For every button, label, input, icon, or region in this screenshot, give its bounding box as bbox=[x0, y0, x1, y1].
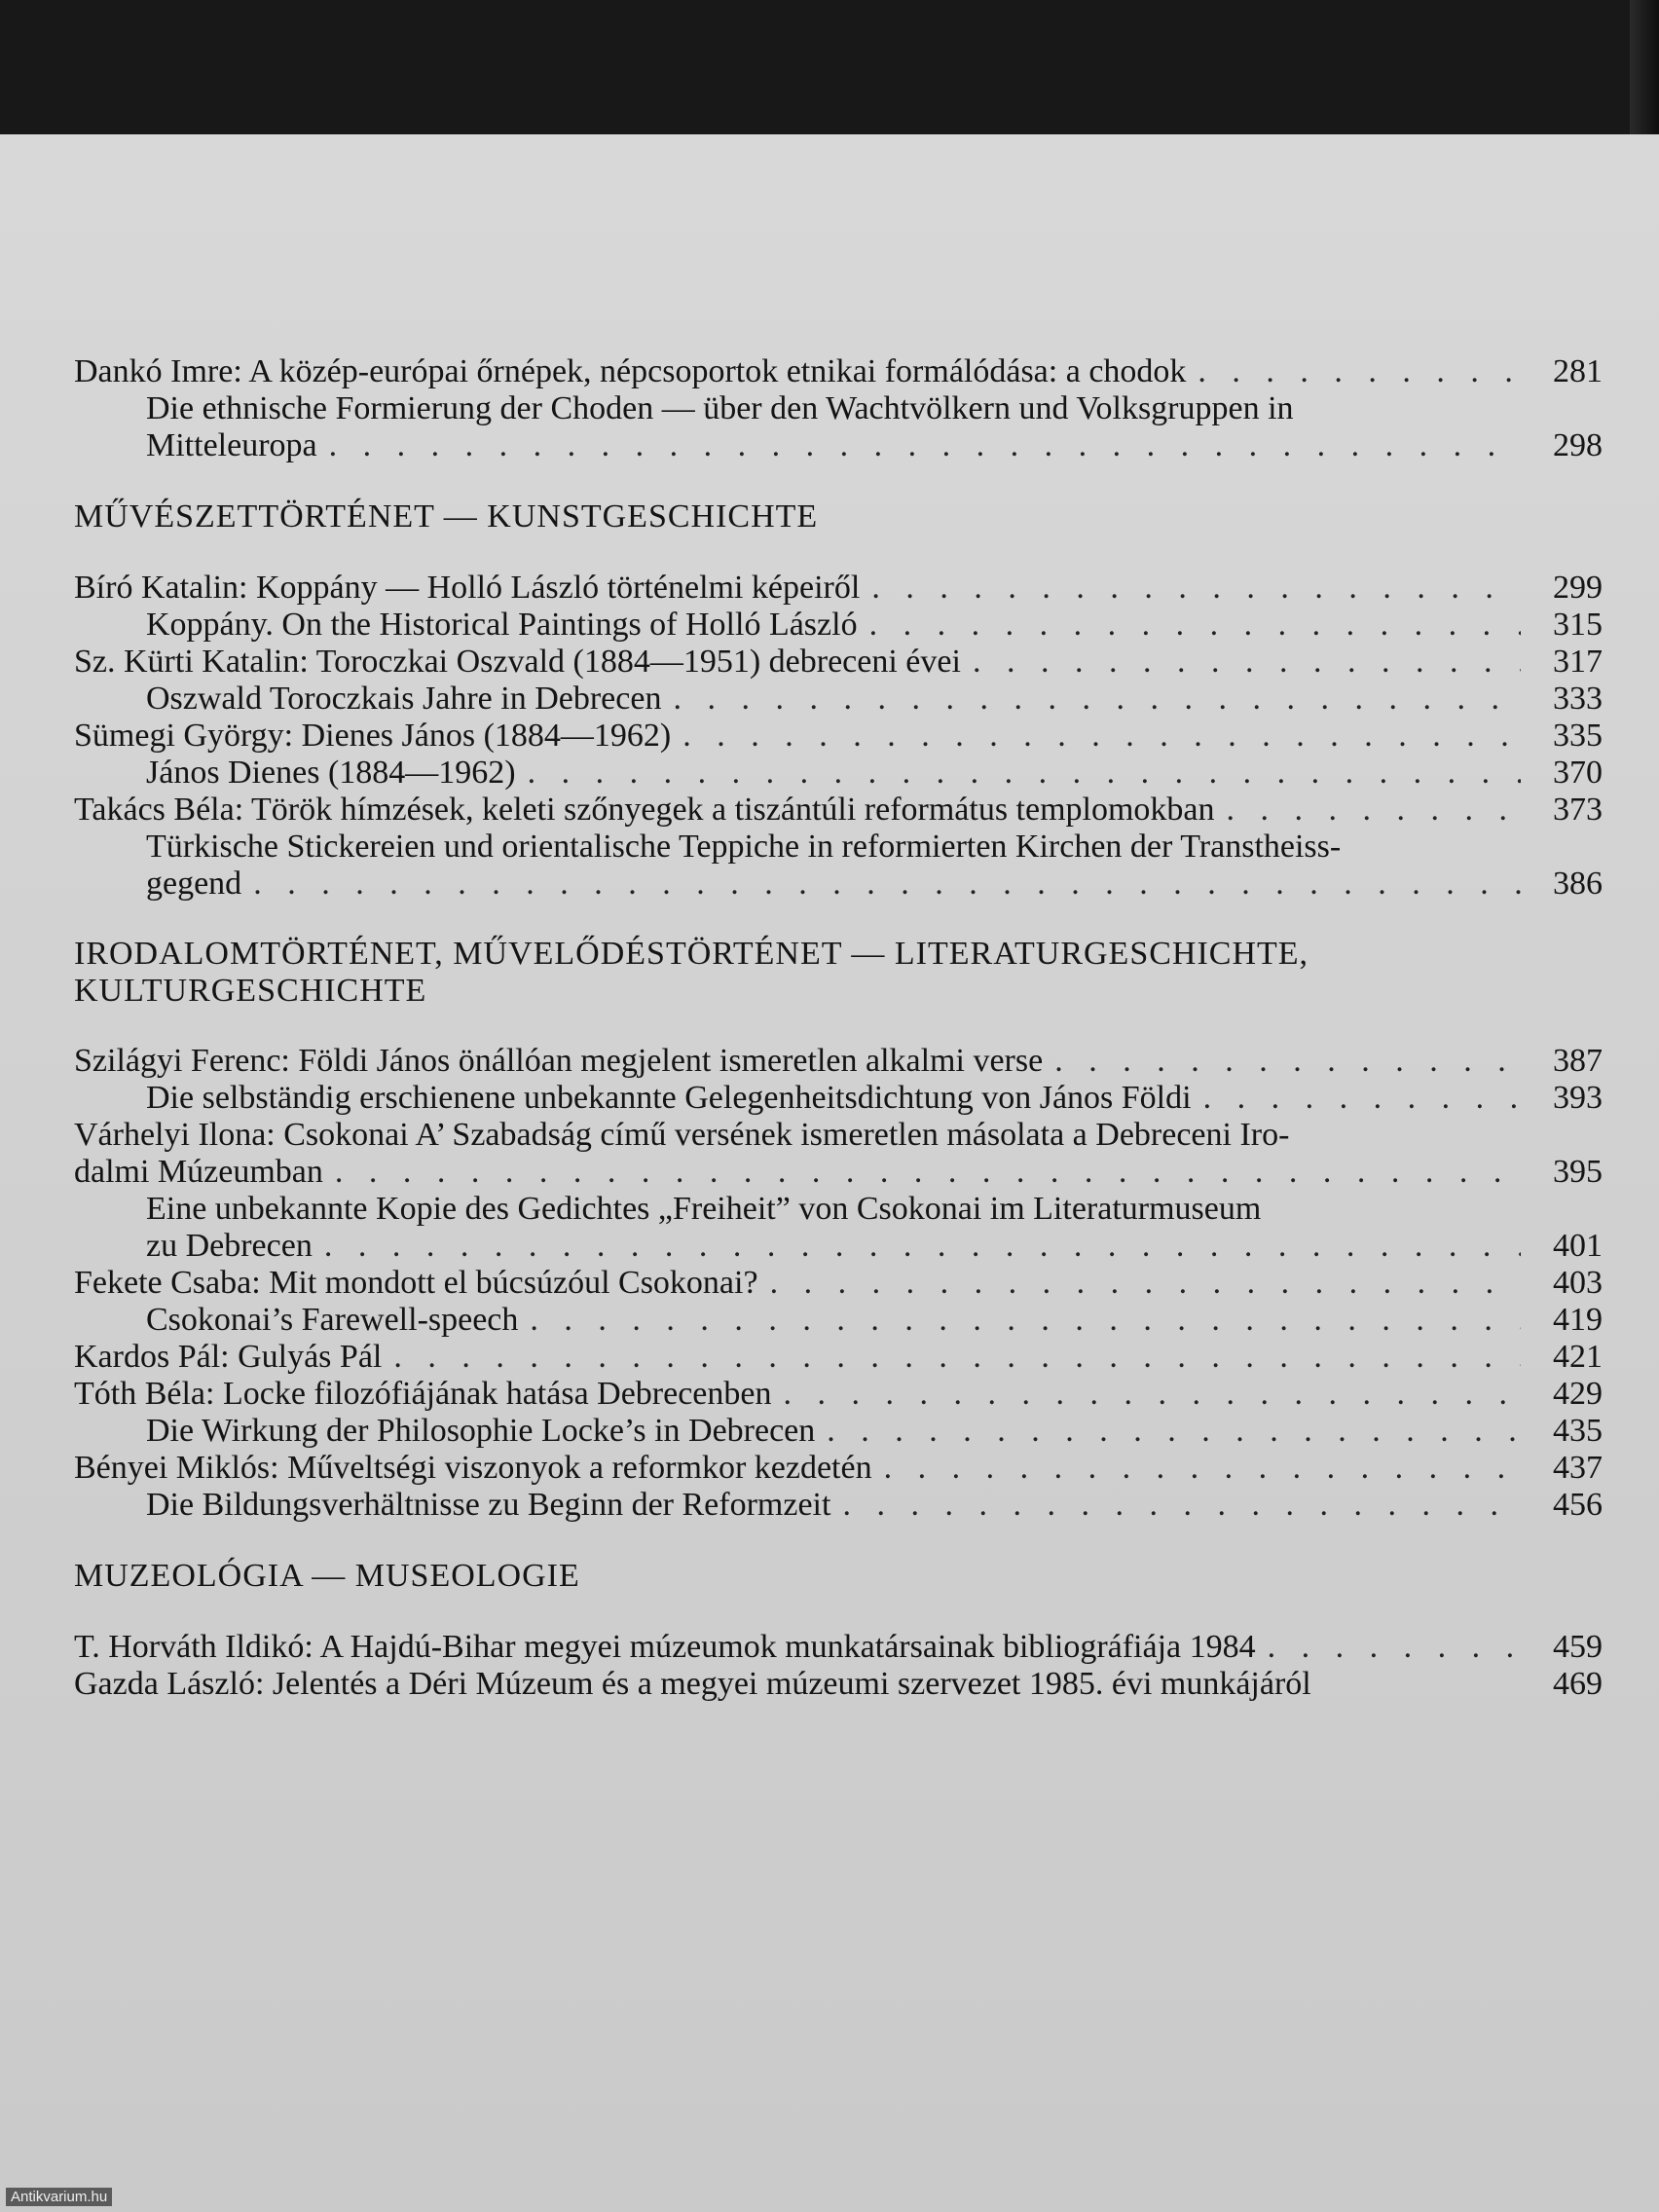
toc-entry bbox=[74, 1154, 1603, 1191]
dot-leader bbox=[770, 1265, 1521, 1302]
toc-entry bbox=[74, 829, 1603, 866]
toc-entry bbox=[74, 607, 1603, 644]
toc-entry-title: Sz. Kürti Katalin: Toroczkai Oszvald (1884—1951) debreceni évei bbox=[74, 644, 961, 680]
toc-entry bbox=[74, 1117, 1603, 1154]
page-number: 335 bbox=[1553, 718, 1603, 754]
toc-entry-title: Türkische Stickereien und orientalische Teppiche in reformierten Kirchen der Transtheiss- bbox=[146, 829, 1342, 865]
toc-entry bbox=[74, 1080, 1603, 1117]
toc-entry bbox=[74, 353, 1603, 390]
dot-leader bbox=[827, 1413, 1521, 1450]
toc-entry-title: Oszwald Toroczkais Jahre in Debrecen bbox=[146, 681, 662, 717]
page-number: 373 bbox=[1553, 792, 1603, 828]
toc-entry bbox=[74, 1302, 1603, 1339]
dot-leader bbox=[871, 570, 1521, 607]
section-heading-museologie: MUZEOLÓGIA — MUSEOLOGIE bbox=[74, 1558, 580, 1594]
toc-entry bbox=[74, 1666, 1603, 1703]
table-of-contents bbox=[74, 353, 1603, 1703]
toc-entry bbox=[74, 681, 1603, 718]
toc-block-2 bbox=[74, 570, 1603, 903]
dot-leader bbox=[784, 1376, 1522, 1413]
dot-leader bbox=[973, 644, 1521, 681]
toc-entry bbox=[74, 1413, 1603, 1450]
page-number: 387 bbox=[1553, 1043, 1603, 1079]
toc-entry-title: T. Horváth Ildikó: A Hajdú-Bihar megyei múzeumok munkatársainak bibliográfiája 1984 bbox=[74, 1629, 1256, 1665]
dot-leader bbox=[393, 1339, 1521, 1376]
toc-entry-title: Takács Béla: Török hímzések, keleti szőnyegek a tiszántúli református templomokban bbox=[74, 792, 1215, 828]
section-heading-line-1: IRODALOMTÖRTÉNET, MŰVELŐDÉSTÖRTÉNET — LITERATURGESCHICHTE, bbox=[74, 936, 1309, 972]
dot-leader bbox=[528, 755, 1521, 792]
page-number: 419 bbox=[1553, 1302, 1603, 1338]
page-number: 298 bbox=[1553, 427, 1603, 463]
toc-entry-title: dalmi Múzeumban bbox=[74, 1154, 323, 1190]
toc-entry-title: Eine unbekannte Kopie des Gedichtes „Freiheit” von Csokonai im Literaturmuseum bbox=[146, 1191, 1262, 1227]
toc-entry-title: Bíró Katalin: Koppány — Holló László történelmi képeiről bbox=[74, 570, 861, 606]
toc-entry-title: Dankó Imre: A közép-európai őrnépek, népcsoportok etnikai formálódása: a chodok bbox=[74, 353, 1187, 389]
dot-leader bbox=[1054, 1043, 1521, 1080]
book-page bbox=[0, 134, 1659, 2212]
toc-entry bbox=[74, 1629, 1603, 1666]
toc-entry-title: János Dienes (1884—1962) bbox=[146, 755, 516, 791]
toc-entry bbox=[74, 1265, 1603, 1302]
toc-entry bbox=[74, 1450, 1603, 1487]
page-number: 393 bbox=[1553, 1080, 1603, 1116]
toc-entry bbox=[74, 1487, 1603, 1524]
page-number: 370 bbox=[1553, 755, 1603, 791]
toc-entry bbox=[74, 1191, 1603, 1228]
page-number: 386 bbox=[1553, 866, 1603, 902]
section-heading-line-2: KULTURGESCHICHTE bbox=[74, 973, 427, 1009]
toc-entry-title: Sümegi György: Dienes János (1884—1962) bbox=[74, 718, 672, 754]
dot-leader bbox=[842, 1487, 1521, 1524]
page-number: 333 bbox=[1553, 681, 1603, 717]
toc-entry-title: Koppány. On the Historical Paintings of Holló László bbox=[146, 607, 858, 643]
page-number: 437 bbox=[1553, 1450, 1603, 1486]
page-number: 299 bbox=[1553, 570, 1603, 606]
toc-entry bbox=[74, 427, 1603, 464]
toc-entry bbox=[74, 755, 1603, 792]
toc-entry bbox=[74, 1376, 1603, 1413]
toc-entry-title: Kardos Pál: Gulyás Pál bbox=[74, 1339, 383, 1375]
dot-leader bbox=[673, 681, 1521, 718]
toc-entry-title: Szilágyi Ferenc: Földi János önállóan megjelent ismeretlen alkalmi verse bbox=[74, 1043, 1044, 1079]
dot-leader bbox=[329, 427, 1521, 464]
page-number: 421 bbox=[1553, 1339, 1603, 1375]
page-number: 403 bbox=[1553, 1265, 1603, 1301]
dot-leader bbox=[253, 866, 1521, 903]
page-number: 435 bbox=[1553, 1413, 1603, 1449]
toc-block-3 bbox=[74, 1043, 1603, 1524]
toc-entry-title: Die ethnische Formierung der Choden — über den Wachtvölkern und Volksgruppen in bbox=[146, 390, 1294, 426]
toc-block-1 bbox=[74, 353, 1603, 464]
toc-entry bbox=[74, 390, 1603, 427]
toc-entry bbox=[74, 718, 1603, 755]
toc-entry-title: Csokonai’s Farewell-speech bbox=[146, 1302, 519, 1338]
page-number: 429 bbox=[1553, 1376, 1603, 1412]
toc-entry-title: Fekete Csaba: Mit mondott el búcsúzóul Csokonai? bbox=[74, 1265, 758, 1301]
toc-entry-title: Bényei Miklós: Műveltségi viszonyok a reformkor kezdetén bbox=[74, 1450, 872, 1486]
dot-leader bbox=[682, 718, 1521, 755]
dot-leader bbox=[324, 1228, 1521, 1265]
page-number: 469 bbox=[1553, 1666, 1603, 1702]
toc-entry bbox=[74, 1043, 1603, 1080]
dot-leader bbox=[1203, 1080, 1521, 1117]
toc-entry bbox=[74, 1339, 1603, 1376]
page-number: 456 bbox=[1553, 1487, 1603, 1523]
toc-entry-title: Gazda László: Jelentés a Déri Múzeum és a megyei múzeumi szervezet 1985. évi munkájáról bbox=[74, 1666, 1311, 1702]
toc-entry bbox=[74, 1228, 1603, 1265]
page-number: 395 bbox=[1553, 1154, 1603, 1190]
dot-leader bbox=[884, 1450, 1521, 1487]
section-heading-literaturgeschichte bbox=[74, 936, 1603, 1010]
toc-entry-title: gegend bbox=[146, 866, 242, 902]
book-spine-shadow bbox=[1630, 0, 1659, 156]
page-number: 459 bbox=[1553, 1629, 1603, 1665]
watermark: Antikvarium.hu bbox=[6, 2188, 112, 2206]
toc-entry-title: Tóth Béla: Locke filozófiájának hatása Debrecenben bbox=[74, 1376, 772, 1412]
dot-leader bbox=[1198, 353, 1521, 390]
dot-leader bbox=[1227, 792, 1521, 829]
toc-entry bbox=[74, 644, 1603, 681]
toc-entry-title: Die Wirkung der Philosophie Locke’s in Debrecen bbox=[146, 1413, 816, 1449]
page-number: 315 bbox=[1553, 607, 1603, 643]
dot-leader bbox=[335, 1154, 1521, 1191]
toc-entry-title: zu Debrecen bbox=[146, 1228, 313, 1264]
dot-leader bbox=[530, 1302, 1521, 1339]
dot-leader bbox=[1268, 1629, 1521, 1666]
toc-entry-title: Várhelyi Ilona: Csokonai A’ Szabadság című versének ismeretlen másolata a Debreceni Iro- bbox=[74, 1117, 1290, 1153]
page-number: 281 bbox=[1553, 353, 1603, 389]
section-heading-kunstgeschichte: MŰVÉSZETTÖRTÉNET — KUNSTGESCHICHTE bbox=[74, 498, 819, 535]
toc-block-4 bbox=[74, 1629, 1603, 1703]
toc-entry bbox=[74, 792, 1603, 829]
toc-entry bbox=[74, 570, 1603, 607]
toc-entry-title: Mitteleuropa bbox=[146, 427, 317, 463]
toc-entry-title: Die Bildungsverhältnisse zu Beginn der Reformzeit bbox=[146, 1487, 831, 1523]
page-number: 401 bbox=[1553, 1228, 1603, 1264]
dot-leader bbox=[869, 607, 1521, 644]
toc-entry bbox=[74, 866, 1603, 903]
toc-entry-title: Die selbständig erschienene unbekannte Gelegenheitsdichtung von János Földi bbox=[146, 1080, 1192, 1116]
page-number: 317 bbox=[1553, 644, 1603, 680]
